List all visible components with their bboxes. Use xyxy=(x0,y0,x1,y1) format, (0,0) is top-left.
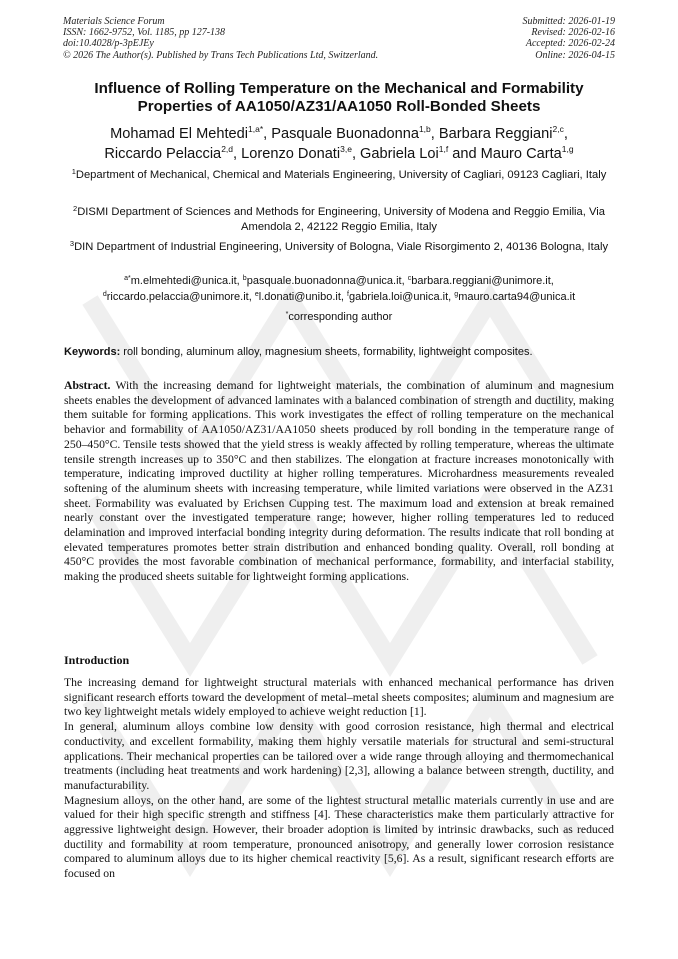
email-link[interactable]: $^b$pasquale.buonadonna@unica.it, xyxy=(242,275,408,287)
accepted-date: Accepted: 2026-02-24 xyxy=(525,38,615,50)
header-left xyxy=(63,16,378,61)
abstract xyxy=(64,379,614,585)
email-link[interactable]: $^d$riccardo.pelaccia@unimore.it, xyxy=(102,290,255,303)
author: Barbara Reggiani$^{2,c}$, xyxy=(438,124,568,142)
author: Pasquale Buonadonna$^{1,b}$, xyxy=(271,124,439,142)
email-link[interactable]: $^{a*}$m.elmehtedi@unica.it, xyxy=(124,275,243,287)
keywords xyxy=(64,345,614,359)
header-right xyxy=(523,16,616,61)
author: Lorenzo Donati$^{3,e}$, xyxy=(241,144,361,162)
email-link[interactable]: $^f$gabriela.loi@unica.it, xyxy=(347,290,455,303)
author: Riccardo Pelaccia$^{2,d}$, xyxy=(104,144,242,162)
paragraph: Magnesium alloys, on the other hand, are some of the lightest structural metallic materials currently in use and are valued for their high specific strength and stiffness [4]. These characteristics make them particularly attractive for aggressive lightweight design. However, their broader adoption is limited by intrinsic drawbacks, such as reduced ductility and formability at room temperature, pronounced anisotropy, and generally lower corrosion resistance compared to aluminum alloys due to its higher chemical reactivity [5,6]. As a result, significant research efforts are focused on xyxy=(64,793,614,881)
email-link[interactable]: $^c$barbara.reggiani@unimore.it, xyxy=(407,275,554,287)
email-link[interactable]: $^e$l.donati@unibo.it, xyxy=(254,290,347,303)
author: Mohamad El Mehtedi$^{1,a*}$, xyxy=(110,124,272,142)
title-line: Properties of AA1050/AZ31/AA1050 Roll-Bonded Sheets xyxy=(137,98,541,115)
submitted-date: Submitted: 2026-01-19 xyxy=(522,16,615,27)
author-list xyxy=(30,124,648,164)
corresponding-author-note: *corresponding author xyxy=(285,311,393,323)
introduction-body xyxy=(64,676,614,882)
online-date: Online: 2026-04-15 xyxy=(535,49,615,61)
affiliation-3: $^3$DIN Department of Industrial Engineering, University of Bologna, Viale Risorgimento 2, 40136 Bologna, Italy xyxy=(69,239,609,253)
affiliation-1: $^1$Department of Mechanical, Chemical and Materials Engineering, University of Cagliari, 09123 Cagliari, Italy xyxy=(71,167,607,181)
doi[interactable]: doi:10.4028/p-3pEJEy xyxy=(63,38,154,50)
paragraph: The increasing demand for lightweight structural materials with enhanced mechanical performance has driven significant research efforts toward the development of metal–metal sheets composites; aluminum and magnesium are two key lightweight metals widely employed to achieve weight reduction [1]. xyxy=(64,676,614,719)
email-list xyxy=(30,274,648,305)
journal-name: Materials Science Forum xyxy=(63,16,165,27)
section-heading-introduction: Introduction xyxy=(64,653,130,667)
issn: ISSN: 1662-9752, Vol. 1185, pp 127-138 xyxy=(63,27,226,39)
copyright: © 2026 The Author(s). Published by Trans Tech Publications Ltd, Switzerland. xyxy=(63,49,379,61)
email-link[interactable]: $^g$mauro.carta94@unica.it xyxy=(454,290,576,303)
author: Mauro Carta$^{1,g}$ xyxy=(480,144,574,162)
keywords-label: Keywords: xyxy=(64,346,121,358)
abstract-text: With the increasing demand for lightweight materials, the combination of aluminum and magnesium sheets enables the development of advanced laminates with a balanced combination of strength and ductility, making them suitable for forming applications. This work investigates the effect of rolling temperature on the mechanical behavior and formability of AA1050/AZ31/AA1050 sheets produced by roll bonding in the temperature range of 250–450°C. Tensile tests showed that the yield stress is weakly affected by rolling temperature, whereas the ultimate tensile strength increases up to 350°C and then stabilizes. The elongation at fracture increases monotonically with temperature, indicating improved ductility at higher rolling temperatures. Microhardness measurements revealed softening of the aluminum sheets with increasing temperature, while limited variations were observed in the AZ31 sheet. Formability was evaluated by Erichsen Cupping test. The maximum load and extension at break remained nearly constant over the investigated temperature range; however, higher rolling temperatures led to reduced delamination and improved interfacial bonding integrity during deformation. The results indicate that roll bonding at elevated temperatures promotes better strain distribution and enhanced bonding quality. Overall, roll bonding at 450°C provides the most favorable combination of mechanical performance, formability, and interfacial stability, making the produced sheets suitable for lightweight forming applications. xyxy=(64,379,614,584)
paper-title xyxy=(40,80,638,116)
author: Gabriela Loi$^{1,f}$ and xyxy=(360,144,481,162)
paragraph: In general, aluminum alloys combine low density with good corrosion resistance, high thermal and electrical conductivity, and excellent formability, making them highly versatile materials for structural and semi-structural applications. Their mechanical properties can be tailored over a wide range through alloying and thermomechanical treatments (including heat treatments and work hardening) [2,3], allowing a balance between strength, ductility, and manufacturability. xyxy=(64,720,614,792)
title-line: Influence of Rolling Temperature on the Mechanical and Formability xyxy=(94,80,584,97)
keywords-text: roll bonding, aluminum alloy, magnesium sheets, formability, lightweight composites. xyxy=(120,346,533,358)
abstract-label: Abstract. xyxy=(64,379,111,392)
revised-date: Revised: 2026-02-16 xyxy=(531,27,615,39)
affiliation-2: $^2$DISMI Department of Sciences and Methods for Engineering, University of Modena and Reggio Emilia, Via Amendola 2, 42122 Reggio Emilia, Italy xyxy=(73,204,605,233)
